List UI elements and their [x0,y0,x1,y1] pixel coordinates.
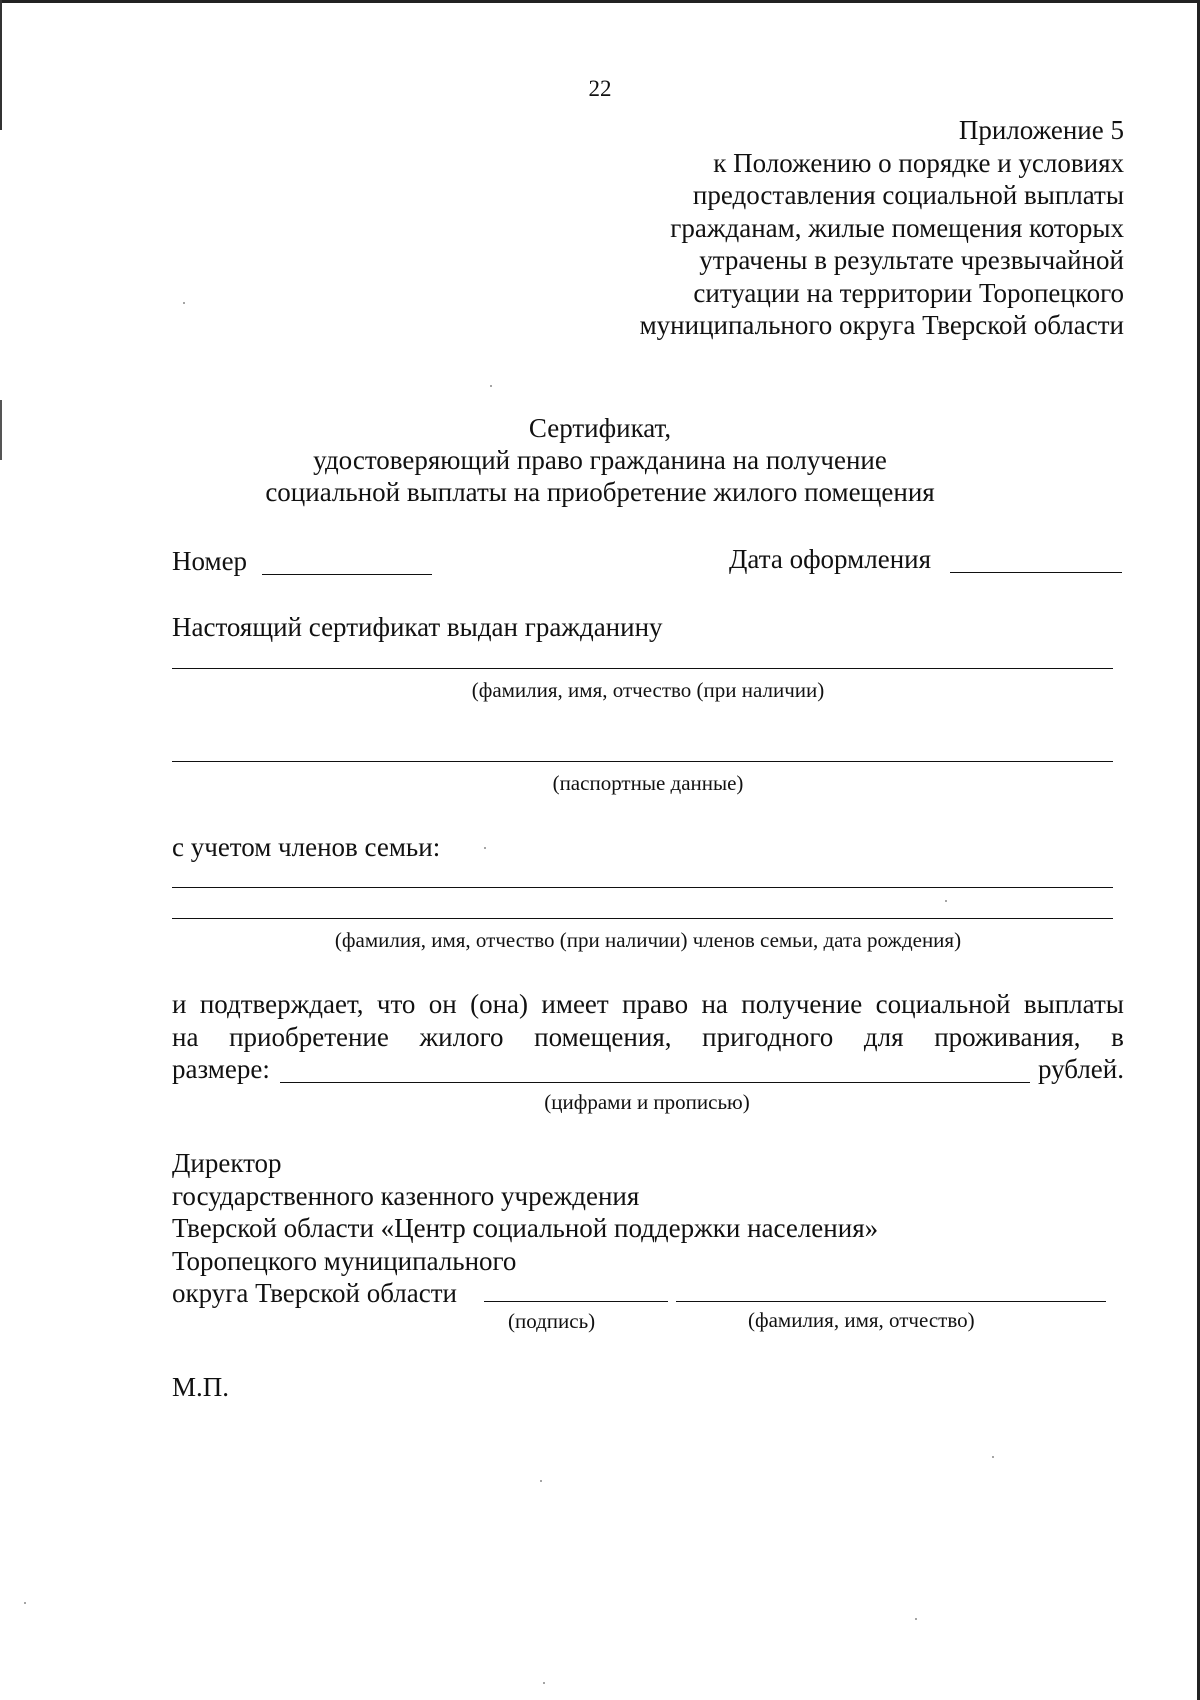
word: что [376,989,416,1019]
signature-caption: (подпись) [508,1309,596,1333]
word: имеет [541,989,609,1019]
signature-line: Тверской области «Центр социальной поддержки населения» [172,1213,879,1243]
appendix-line: гражданам, жилые помещения которых [670,212,1124,243]
scan-speck [490,385,492,387]
scan-border-top [0,0,1200,3]
scan-speck [945,900,947,902]
name-field[interactable] [676,1301,1106,1302]
word: получение [741,989,863,1019]
appendix-line: ситуации на территории Торопецкого [693,277,1124,308]
word: выплаты [1023,989,1124,1019]
word: помещения, [534,1021,672,1052]
appendix-line: Приложение 5 [958,115,1124,145]
scan-speck [484,847,486,849]
word: и [172,989,187,1019]
confirmation-paragraph [172,988,1124,1086]
word: пригодного [702,1021,834,1052]
date-field[interactable] [950,572,1122,573]
amount-field[interactable] [280,1082,1030,1083]
word: на [701,989,728,1019]
confirmation-line-2 [172,1021,1124,1054]
amount-unit: рублей. [1037,1054,1124,1084]
word: проживания, [934,1021,1081,1052]
word: подтверждает, [199,989,364,1019]
signature-field[interactable] [484,1301,668,1302]
signature-line: государственного казенного учреждения [172,1180,640,1211]
date-label: Дата оформления [729,544,932,574]
word: на [172,1021,199,1052]
scan-speck [915,1618,917,1620]
scan-speck [183,302,185,304]
signature-line: Торопецкого муниципального [172,1245,517,1276]
signature-line: Директор [172,1148,282,1178]
scan-speck [543,1682,545,1684]
number-field[interactable] [262,574,432,575]
word: (она) [470,989,529,1019]
word: в [1111,1021,1124,1052]
appendix-line: утрачены в результате чрезвычайной [699,245,1124,275]
amount-label: размере: [172,1054,270,1084]
word: социальной [875,989,1011,1019]
title-line: удостоверяющий право гражданина на получение [313,445,887,475]
confirmation-line-3 [172,1053,1124,1086]
scan-speck [992,1456,994,1458]
signature-line: округа Тверской области [172,1278,457,1308]
appendix-line: предоставления социальной выплаты [692,180,1124,210]
appendix-line: муниципального округа Тверской области [639,310,1124,340]
stamp-place: М.П. [172,1372,230,1402]
passport-caption: (паспортные данные) [552,771,744,795]
confirmation-line-1 [172,988,1124,1021]
fio-caption: (фамилия, имя, отчество (при наличии) [471,678,825,702]
word: приобретение [229,1021,389,1052]
title-line: социальной выплаты на приобретение жилого помещения [265,477,935,507]
word: жилого [419,1021,504,1052]
issued-to-label: Настоящий сертификат выдан гражданину [172,612,663,642]
fio-field[interactable] [172,668,1113,669]
name-caption: (фамилия, имя, отчество) [748,1308,975,1332]
number-label: Номер [172,546,248,576]
appendix-line: к Положению о порядке и условиях [713,147,1124,178]
family-field-1[interactable] [172,887,1113,888]
document-title [0,412,1200,508]
amount-caption: (цифрами и прописью) [544,1090,750,1114]
title-line: Сертификат, [528,413,672,443]
family-field-2[interactable] [172,918,1113,919]
word: для [863,1021,904,1052]
family-label: с учетом членов семьи: [172,832,441,862]
appendix-reference [640,114,1124,342]
word: право [622,989,689,1019]
scan-speck [540,1480,542,1482]
passport-field[interactable] [172,761,1113,762]
signature-block [172,1147,878,1310]
scan-border-left [0,0,2,130]
word: он [428,989,457,1019]
family-caption: (фамилия, имя, отчество (при наличии) членов семьи, дата рождения) [334,928,962,952]
scan-speck [24,1602,26,1604]
page-number: 22 [588,76,612,101]
